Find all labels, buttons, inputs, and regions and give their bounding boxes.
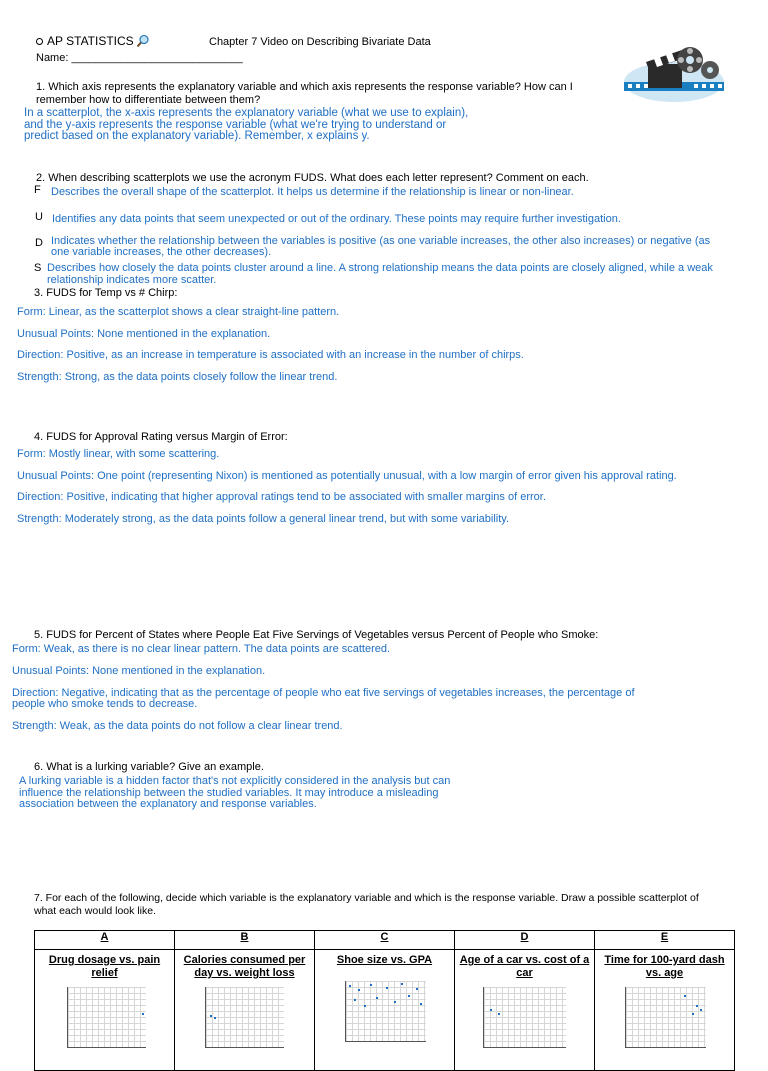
scatter-point: [408, 995, 410, 997]
q2-s-answer-line1: Describes how closely the data points cluster around a line. A strong relationship means the data points are closely aligned, while a weak: [47, 262, 713, 274]
scatter-grid-d[interactable]: [483, 987, 566, 1048]
table-cell-c: [315, 950, 455, 1071]
cell-d-label: Age of a car vs. cost of a car: [459, 954, 590, 979]
table-cell-b: [175, 950, 315, 1071]
scatter-point: [684, 995, 686, 997]
q4-question: 4. FUDS for Approval Rating versus Margin of Error:: [34, 431, 288, 443]
scatter-point: [358, 989, 360, 991]
q2-f-answer: Describes the overall shape of the scatterplot. It helps us determine if the relationship is linear or non-linear.: [51, 186, 574, 198]
scatter-point: [692, 1013, 694, 1015]
table-header-c: C: [315, 931, 455, 950]
name-line: Name: ____________________________: [36, 52, 243, 64]
cell-e-label: Time for 100-yard dash vs. age: [604, 954, 725, 979]
q3-question: 3. FUDS for Temp vs # Chirp:: [34, 287, 178, 299]
course-title: AP STATISTICS: [47, 34, 134, 48]
scatter-point: [416, 988, 418, 990]
scatterplot-table: [34, 930, 735, 1071]
q2-letter-s: S: [34, 262, 42, 274]
q5-direction-line1: Direction: Negative, indicating that as the percentage of people who eat five servings of vegetables increases, the percentage of: [12, 687, 635, 699]
scatter-point: [420, 1003, 422, 1005]
q2-u-answer: Identifies any data points that seem unexpected or out of the ordinary. These points may require further investigation.: [52, 213, 621, 225]
q7-question-line2: what each would look like.: [34, 905, 156, 917]
q2-s-answer-line2: relationship indicates more scatter.: [47, 274, 217, 286]
scatter-point: [394, 1001, 396, 1003]
q1-question-line2: remember how to differentiate between them?: [36, 94, 261, 106]
magnifier-icon: [136, 34, 150, 53]
q6-question: 6. What is a lurking variable? Give an example.: [34, 761, 264, 773]
q3-strength: Strength: Strong, as the data points closely follow the linear trend.: [17, 371, 338, 383]
table-header-a: A: [35, 931, 175, 950]
q1-answer-line3: predict based on the explanatory variable). Remember, x explains y.: [24, 130, 370, 142]
table-cell-d: [455, 950, 595, 1071]
table-header-e: E: [595, 931, 735, 950]
scatter-point: [498, 1013, 500, 1015]
scatter-point: [401, 983, 403, 985]
scatter-point: [210, 1015, 212, 1017]
q6-answer-line1: A lurking variable is a hidden factor that's not explicitly considered in the analysis but can: [19, 775, 451, 787]
table-row: [35, 950, 735, 1071]
scatter-grid-b[interactable]: [205, 987, 284, 1048]
q7-question-line1: 7. For each of the following, decide which variable is the explanatory variable and which is the response variable. Draw a possible scatterplot of: [34, 892, 699, 904]
q1-question-line1: 1. Which axis represents the explanatory variable and which axis represents the response variable? How can I: [36, 81, 573, 93]
q4-form: Form: Mostly linear, with some scattering.: [17, 448, 220, 460]
q3-direction: Direction: Positive, as an increase in temperature is associated with an increase in the number of chirps.: [17, 349, 524, 361]
table-header-d: D: [455, 931, 595, 950]
q2-d-answer-line2: one variable increases, the other decreases).: [51, 246, 272, 258]
scatter-point: [214, 1017, 216, 1019]
scatter-point: [354, 999, 356, 1001]
q5-question: 5. FUDS for Percent of States where People Eat Five Servings of Vegetables versus Percent of People who Smoke:: [34, 629, 599, 641]
q4-direction: Direction: Positive, indicating that higher approval ratings tend to be associated with smaller margins of error.: [17, 491, 546, 503]
q2-letter-u: U: [35, 211, 43, 223]
q2-d-answer-line1: Indicates whether the relationship between the variables is positive (as one variable increases, the other also increases) or negative (as: [51, 235, 711, 247]
q3-form: Form: Linear, as the scatterplot shows a clear straight-line pattern.: [17, 306, 340, 318]
scatter-grid-c[interactable]: [345, 981, 426, 1042]
scatter-point: [490, 1009, 492, 1011]
table-cell-a: [35, 950, 175, 1071]
q5-strength: Strength: Weak, as the data points do not follow a clear linear trend.: [12, 720, 343, 732]
q2-question: 2. When describing scatterplots we use the acronym FUDS. What does each letter represent? Comment on each.: [36, 172, 589, 184]
scatter-point: [364, 1005, 366, 1007]
scatter-point: [696, 1005, 698, 1007]
cell-b-label: Calories consumed per day vs. weight loss: [183, 954, 306, 979]
q4-strength: Strength: Moderately strong, as the data points follow a general linear trend, but with some variability.: [17, 513, 510, 525]
q3-unusual: Unusual Points: None mentioned in the explanation.: [17, 328, 271, 340]
q5-unusual: Unusual Points: None mentioned in the explanation.: [12, 665, 266, 677]
q6-answer-line3: association between the explanatory and response variables.: [19, 798, 317, 810]
scatter-grid-a[interactable]: [67, 987, 146, 1048]
q1-answer-line2: and the y-axis represents the response variable (what we're trying to understand or: [24, 119, 447, 131]
header: [36, 35, 596, 67]
bullet-icon: [36, 38, 43, 45]
film-reel-icon: [618, 32, 728, 112]
q2-letter-f: F: [34, 184, 41, 196]
table-header-b: B: [175, 931, 315, 950]
chapter-title: Chapter 7 Video on Describing Bivariate Data: [209, 36, 431, 48]
q5-form: Form: Weak, as there is no clear linear pattern. The data points are scattered.: [12, 643, 391, 655]
q5-direction-line2: people who smoke tends to decrease.: [12, 698, 198, 710]
scatter-point: [142, 1013, 144, 1015]
table-cell-e: [595, 950, 735, 1071]
q6-answer-line2: influence the relationship between the studied variables. It may introduce a misleading: [19, 787, 439, 799]
scatter-point: [386, 987, 388, 989]
scatter-point: [700, 1009, 702, 1011]
cell-c-label: Shoe size vs. GPA: [336, 954, 433, 966]
q1-answer-line1: In a scatterplot, the x-axis represents the explanatory variable (what we use to explain),: [24, 107, 469, 119]
scatter-point: [349, 985, 351, 987]
scatter-point: [376, 997, 378, 999]
q4-unusual: Unusual Points: One point (representing Nixon) is mentioned as potentially unusual, with a low margin of error given his approval rating.: [17, 470, 677, 482]
cell-a-label: Drug dosage vs. pain relief: [48, 954, 161, 979]
scatter-point: [370, 984, 372, 986]
table-header-row: [35, 931, 735, 950]
scatter-grid-e[interactable]: [625, 987, 706, 1048]
q2-letter-d: D: [35, 237, 43, 249]
